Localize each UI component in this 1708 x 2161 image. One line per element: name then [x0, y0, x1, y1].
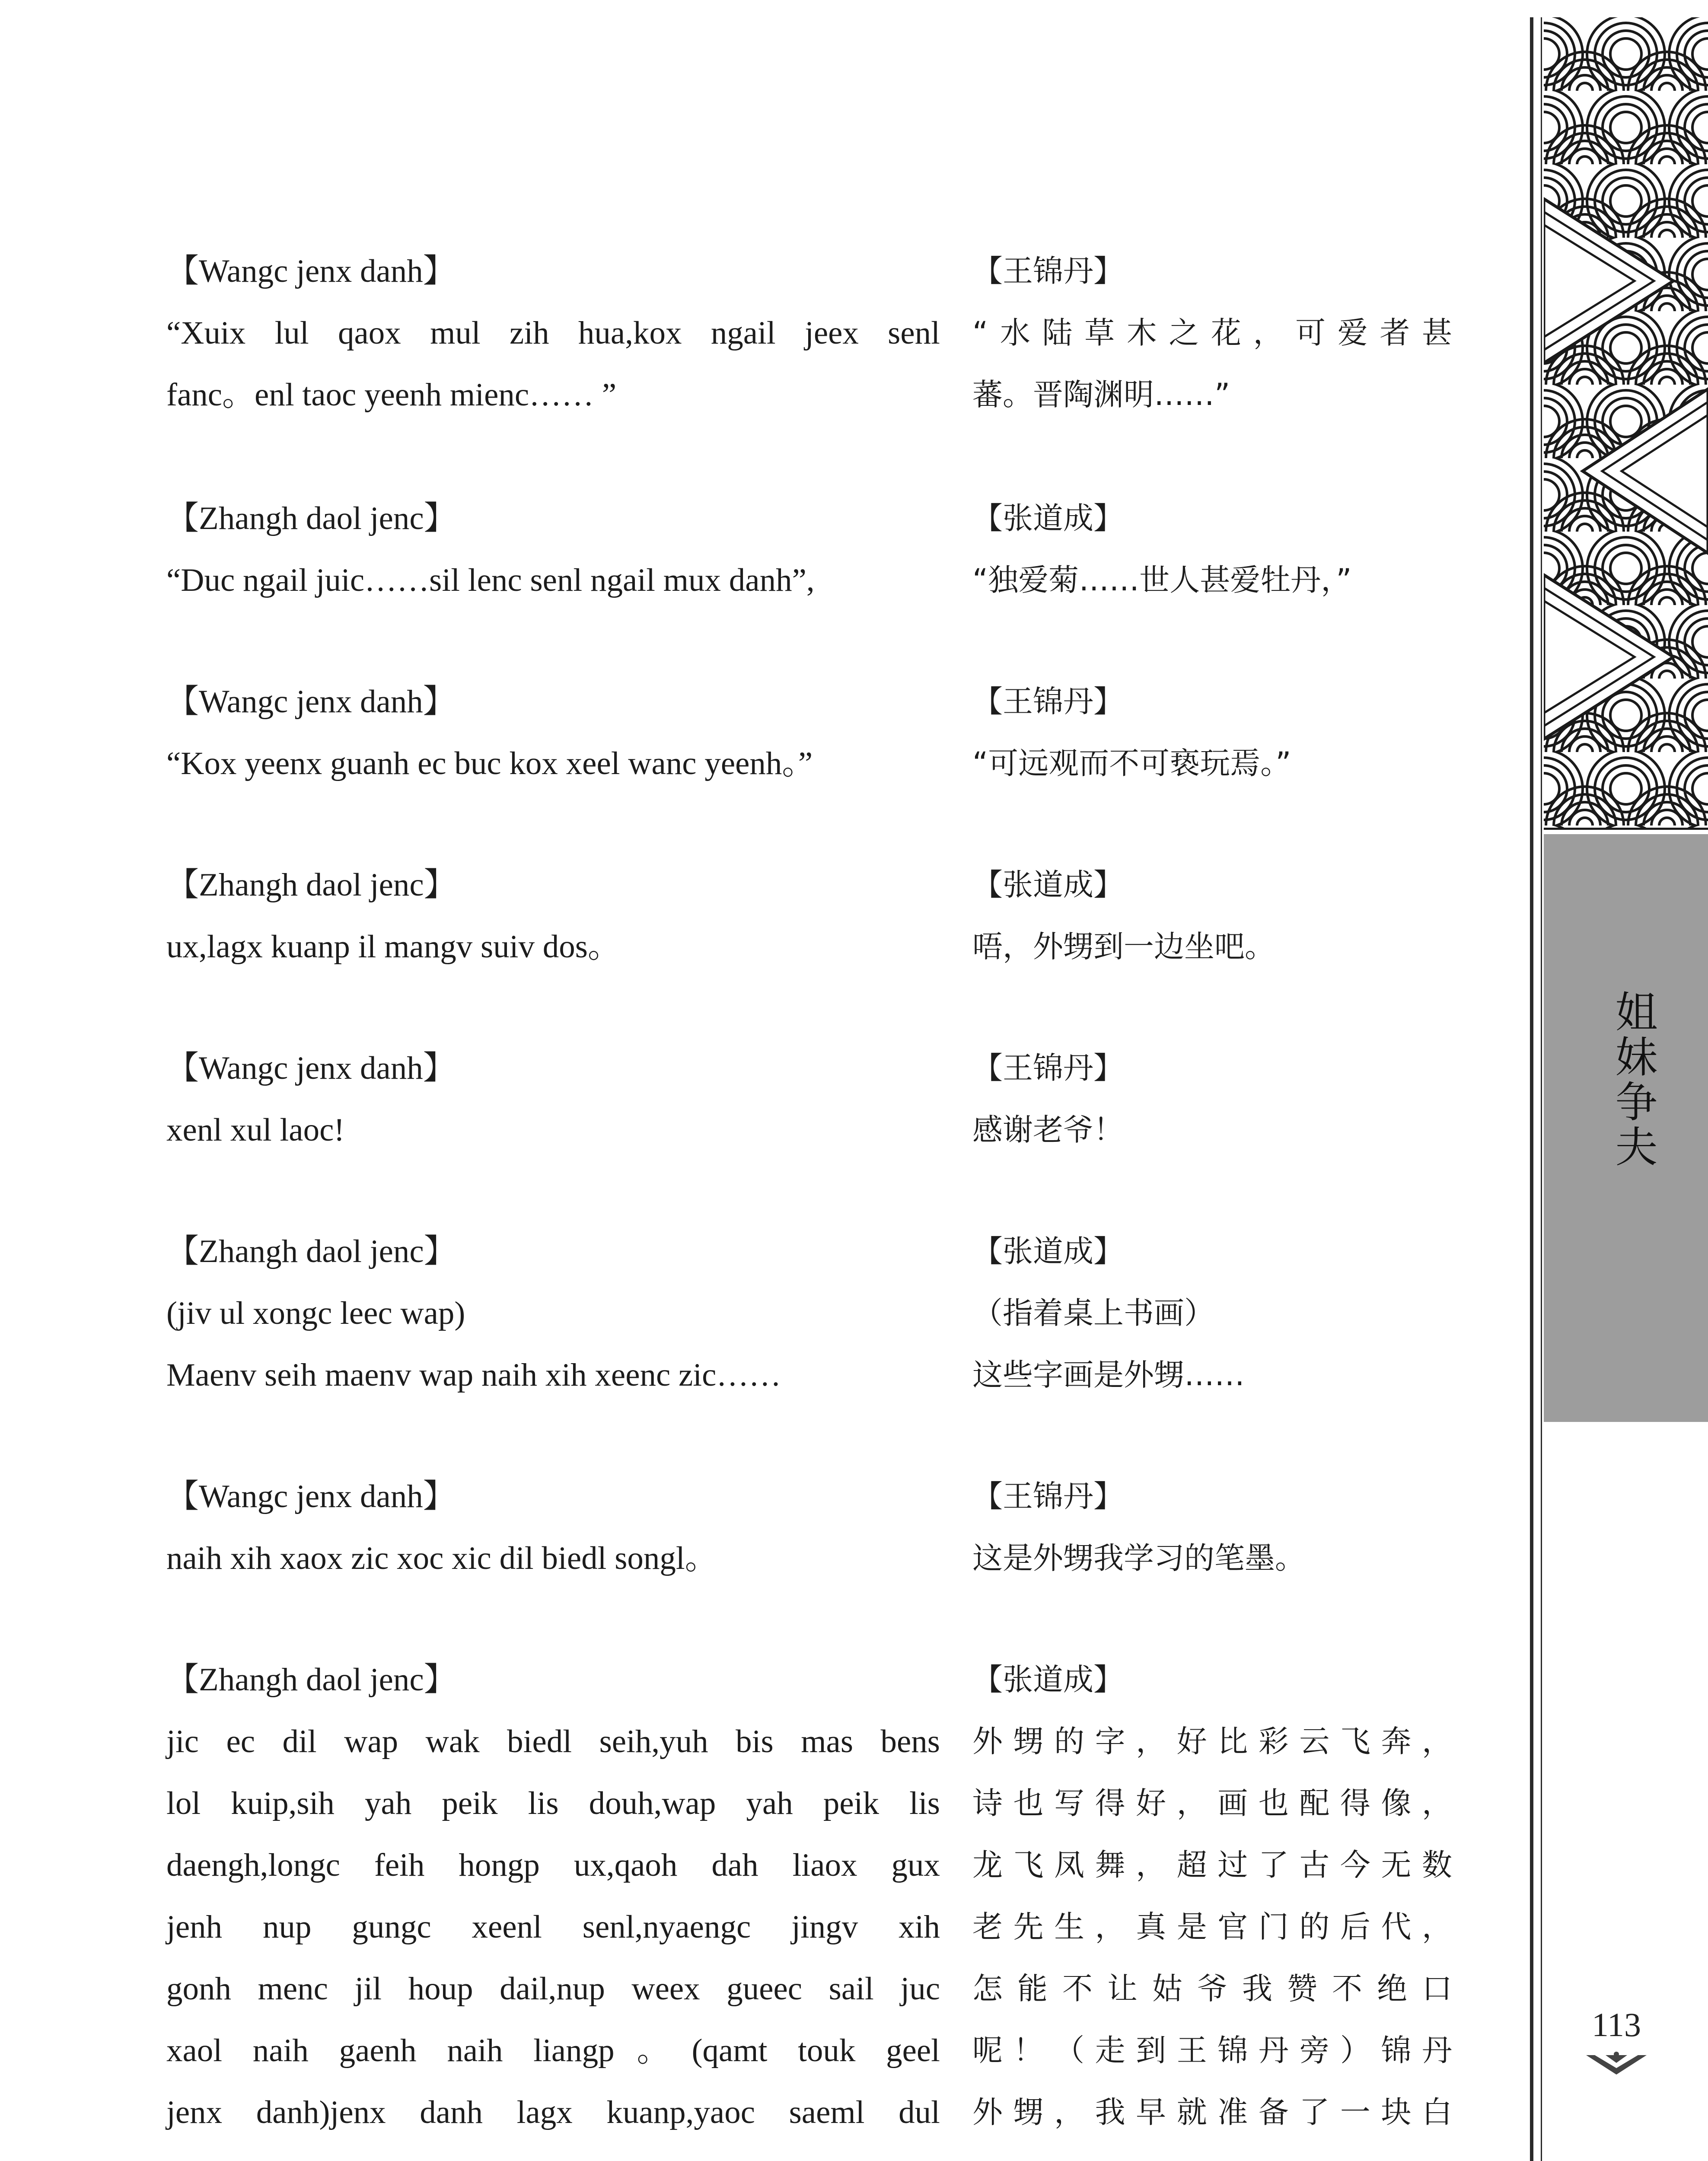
margin-rule	[1530, 17, 1533, 2161]
dialogue-block	[166, 240, 940, 426]
speaker-label: 【王锦丹】	[972, 1050, 1124, 1086]
dialogue-line: jic ec dil wap wak biedl seih,yuh bis mas bens	[166, 1724, 940, 1759]
speaker-label: 【张道成】	[972, 1662, 1124, 1697]
speaker-label: 【Zhangh daol jenc】	[166, 500, 456, 536]
dialogue-line: 怎能不让姑爷我赞不绝口	[972, 1971, 1452, 2006]
dialogue-block	[166, 854, 940, 978]
dialogue-line: 外甥，我早就准备了一块白	[972, 2094, 1452, 2130]
cloud-pattern-ornament	[1544, 17, 1708, 830]
dialogue-line: 外甥的字，好比彩云飞奔，	[972, 1724, 1452, 1759]
dialogue-block	[972, 1037, 1452, 1161]
speaker-label: 【Wangc jenx danh】	[166, 684, 456, 720]
dialogue-block	[166, 671, 940, 794]
dialogue-line: 蕃。晋陶渊明……”	[972, 377, 1230, 412]
dialogue-line: naih xih xaox zic xoc xic dil biedl songl。	[166, 1540, 717, 1576]
speaker-label: 【Zhangh daol jenc】	[166, 1233, 456, 1269]
dialogue-line: lol kuip,sih yah peik lis douh,wap yah peik lis	[166, 1785, 940, 1821]
margin-rule	[1541, 17, 1542, 2161]
dialogue-line: “可远观而不可亵玩焉。”	[972, 746, 1291, 781]
dialogue-line: 唔，外甥到一边坐吧。	[972, 929, 1275, 964]
dialogue-line: 感谢老爷！	[972, 1112, 1124, 1147]
dialogue-line: xaol naih gaenh naih liangp。(qamt touk geel	[166, 2033, 940, 2069]
dialogue-line: 这些字画是外甥……	[972, 1357, 1245, 1393]
dialogue-line: “Xuix lul qaox mul zih hua,kox ngail jeex senl	[166, 315, 940, 351]
dong-column	[166, 240, 940, 2143]
page-number-ornament-icon	[1582, 2051, 1651, 2077]
dialogue-block	[166, 488, 940, 611]
dialogue-block	[972, 671, 1452, 794]
speaker-label: 【Zhangh daol jenc】	[166, 1662, 456, 1698]
dialogue-line: 这是外甥我学习的笔墨。	[972, 1540, 1305, 1576]
dialogue-line: 龙飞凤舞，超过了古今无数	[972, 1847, 1452, 1883]
dialogue-block	[972, 854, 1452, 978]
dialogue-line: fanc。enl taoc yeenh mienc…… ”	[166, 377, 617, 413]
dialogue-line: gonh menc jil houp dail,nup weex gueec sail juc	[166, 1971, 940, 2007]
dialogue-block	[166, 1037, 940, 1161]
dialogue-block	[972, 488, 1452, 611]
dialogue-line: 呢！（走到王锦丹旁）锦丹	[972, 2033, 1452, 2068]
dialogue-line: 老先生，真是官门的后代，	[972, 1909, 1452, 1944]
speaker-label: 【Wangc jenx danh】	[166, 253, 456, 289]
chapter-title: 姐妹争夫	[1608, 990, 1657, 1170]
stage-direction: （指着桌上书画）	[972, 1295, 1214, 1331]
dialogue-line: ux,lagx kuanp il mangv suiv dos。	[166, 929, 620, 965]
dialogue-line: jenx danh)jenx danh lagx kuanp,yaoc saeml dul	[166, 2094, 940, 2130]
speaker-label: 【Wangc jenx danh】	[166, 1479, 456, 1514]
speaker-label: 【王锦丹】	[972, 1479, 1124, 1514]
dialogue-line: 诗也写得好，画也配得像，	[972, 1785, 1452, 1821]
dialogue-block	[972, 1466, 1452, 1589]
page-number: 113	[1591, 2006, 1641, 2043]
dialogue-block	[166, 1466, 940, 1589]
dialogue-block	[166, 1649, 940, 2143]
dialogue-line: “Kox yeenx guanh ec buc kox xeel wanc yeenh。”	[166, 746, 813, 781]
dialogue-block	[166, 1221, 940, 1406]
stage-direction: (jiv ul xongc leec wap)	[166, 1295, 465, 1331]
dialogue-line: “独爱菊……世人甚爱牡丹，”	[972, 562, 1352, 598]
speaker-label: 【王锦丹】	[972, 684, 1124, 719]
chinese-column	[972, 240, 1452, 2143]
dialogue-line: daengh,longc feih hongp ux,qaoh dah liaox gux	[166, 1847, 940, 1883]
speaker-label: 【张道成】	[972, 500, 1124, 536]
speaker-label: 【张道成】	[972, 867, 1124, 902]
dialogue-line: jenh nup gungc xeenl senl,nyaengc jingv xih	[166, 1909, 940, 1945]
dialogue-line: “水陆草木之花，可爱者甚	[972, 315, 1452, 351]
speaker-label: 【张道成】	[972, 1233, 1124, 1269]
speaker-label: 【Wangc jenx danh】	[166, 1050, 456, 1086]
dialogue-line: xenl xul laoc!	[166, 1112, 345, 1148]
dialogue-block	[972, 1649, 1452, 2143]
dialogue-line: “Duc ngail juic……sil lenc senl ngail mux danh”,	[166, 562, 815, 598]
dialogue-block	[972, 1221, 1452, 1406]
speaker-label: 【王锦丹】	[972, 253, 1124, 289]
dialogue-line: Maenv seih maenv wap naih xih xeenc zic……	[166, 1357, 781, 1393]
dialogue-block	[972, 240, 1452, 426]
speaker-label: 【Zhangh daol jenc】	[166, 867, 456, 903]
